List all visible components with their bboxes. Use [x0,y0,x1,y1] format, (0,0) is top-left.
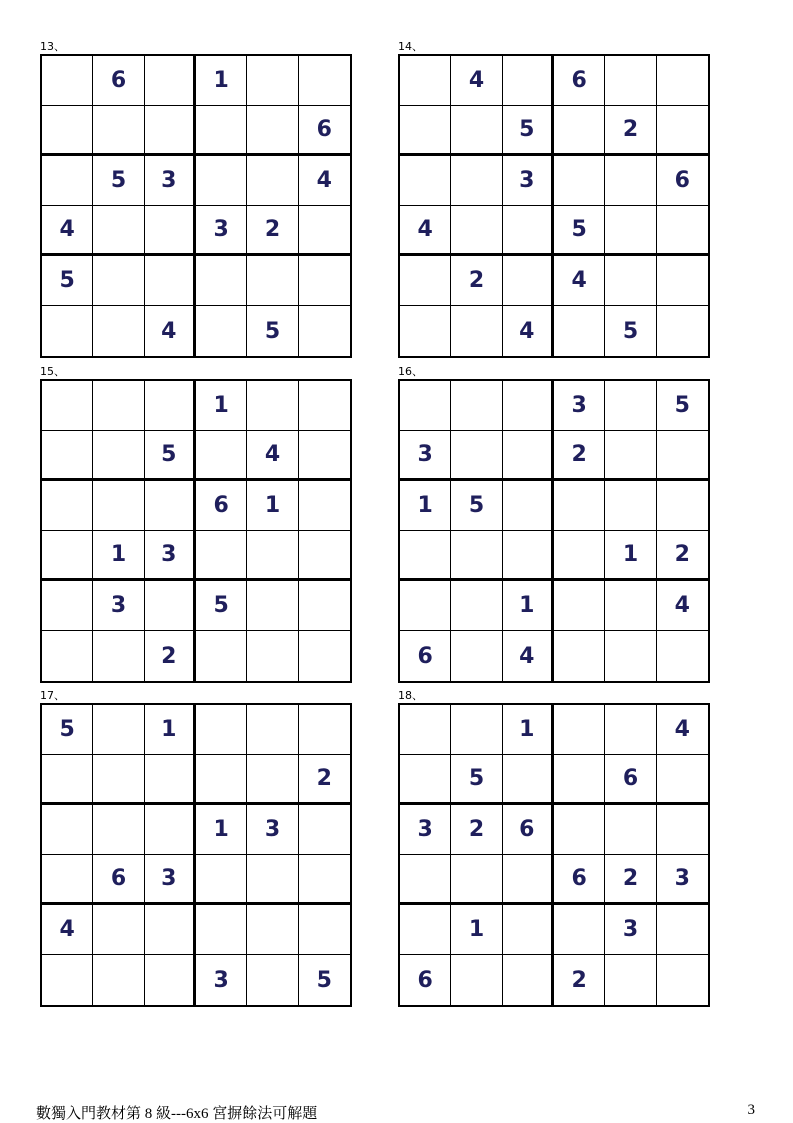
grid-cell [196,855,247,905]
grid-cell [554,481,605,531]
grid-cell [93,206,144,256]
grid-cell [605,805,656,855]
grid-cell [554,755,605,805]
grid-cell [605,256,656,306]
grid-cell: 6 [93,855,144,905]
grid-cell [605,955,656,1005]
grid-cell [93,755,144,805]
grid-cell [451,581,502,631]
grid-cell [657,955,708,1005]
grid-cell [451,106,502,156]
grid-cell [554,306,605,356]
puzzle-number: 13、 [40,40,65,53]
grid-cell [299,481,350,531]
grid-cell [42,581,93,631]
grid-cell: 2 [247,206,298,256]
grid-cell [299,631,350,681]
grid-cell [605,705,656,755]
grid-cell: 1 [503,705,554,755]
grid-cell [93,256,144,306]
grid-cell [196,306,247,356]
grid-cell [657,256,708,306]
grid-cell [400,306,451,356]
grid-cell: 5 [451,755,502,805]
grid-cell: 4 [657,705,708,755]
grid-cell [42,156,93,206]
grid-cell: 2 [554,955,605,1005]
grid-cell [605,56,656,106]
grid-cell [299,306,350,356]
footer-title: 數獨入門教材第 8 級---6x6 宮摒餘法可解題 [36,1106,318,1122]
grid-cell [299,531,350,581]
grid-cell: 1 [145,705,196,755]
grid-cell [196,531,247,581]
grid-cell [554,805,605,855]
grid-cell: 3 [145,156,196,206]
grid-cell: 4 [299,156,350,206]
grid-cell [299,56,350,106]
grid-cell: 3 [145,531,196,581]
grid-cell: 1 [196,381,247,431]
grid-cell: 5 [247,306,298,356]
grid-cell [93,805,144,855]
grid-cell [247,705,298,755]
grid-cell: 1 [503,581,554,631]
grid-cell [400,705,451,755]
grid-cell [554,581,605,631]
grid-cell: 3 [400,431,451,481]
grid-cell [400,381,451,431]
grid-cell [451,705,502,755]
grid-cell [451,431,502,481]
grid-cell [554,905,605,955]
grid-cell: 5 [451,481,502,531]
grid-cell [605,631,656,681]
grid-cell [42,755,93,805]
grid-cell [299,431,350,481]
grid-cell [503,206,554,256]
grid-cell [247,855,298,905]
grid-cell [42,56,93,106]
grid-cell [451,531,502,581]
grid-cell: 2 [605,106,656,156]
grid-cell [93,481,144,531]
grid-cell: 3 [503,156,554,206]
grid-cell: 4 [42,905,93,955]
grid-cell [299,855,350,905]
grid-cell: 4 [400,206,451,256]
grid-cell [42,381,93,431]
grid-cell [400,581,451,631]
grid-cell [93,705,144,755]
grid-cell [42,306,93,356]
grid-cell [554,106,605,156]
grid-cell: 6 [196,481,247,531]
grid-cell: 4 [554,256,605,306]
grid-cell [657,206,708,256]
grid-cell: 3 [554,381,605,431]
grid-cell: 1 [93,531,144,581]
grid-cell [657,631,708,681]
grid-cell [145,381,196,431]
grid-cell [42,431,93,481]
grid-cell: 5 [503,106,554,156]
grid-cell [400,755,451,805]
grid-cell: 1 [400,481,451,531]
grid-cell [657,755,708,805]
sudoku-grid [40,54,352,358]
grid-cell: 1 [196,56,247,106]
grid-cell [93,306,144,356]
grid-cell: 6 [400,955,451,1005]
grid-cell: 5 [657,381,708,431]
grid-cell: 6 [554,56,605,106]
grid-cell: 5 [316,967,332,993]
grid-cell [400,531,451,581]
grid-cell [145,481,196,531]
grid-cell [400,156,451,206]
grid-cell [657,431,708,481]
grid-cell [42,805,93,855]
grid-cell: 4 [503,306,554,356]
grid-cell [247,156,298,206]
grid-cell [42,955,93,1005]
grid-cell: 3 [657,855,708,905]
grid-cell [605,156,656,206]
grid-cell: 6 [657,156,708,206]
grid-cell [145,106,196,156]
grid-cell: 6 [554,855,605,905]
grid-cell: 5 [42,256,93,306]
grid-cell [247,381,298,431]
sudoku-grid [40,379,352,683]
sudoku-grid [398,54,710,358]
grid-cell: 2 [554,431,605,481]
grid-cell [42,631,93,681]
grid-cell [93,431,144,481]
grid-cell [451,631,502,681]
grid-cell: 4 [42,206,93,256]
grid-cell: 4 [247,431,298,481]
grid-cell [451,955,502,1005]
grid-cell [605,581,656,631]
grid-cell: 6 [400,631,451,681]
grid-cell: 1 [247,481,298,531]
grid-cell [196,705,247,755]
grid-cell [299,206,350,256]
grid-cell [42,106,93,156]
sudoku-grid [40,703,352,1007]
grid-cell: 3 [196,206,247,256]
grid-cell [145,581,196,631]
grid-cell: 2 [145,631,196,681]
grid-cell [145,56,196,106]
grid-cell [196,256,247,306]
grid-cell [42,855,93,905]
puzzle-number: 14、 [398,40,423,53]
grid-cell: 3 [247,805,298,855]
grid-cell [400,106,451,156]
grid-cell [503,955,554,1005]
grid-cell [657,905,708,955]
grid-cell [247,955,298,1005]
grid-cell [247,581,298,631]
grid-cell: 6 [605,755,656,805]
grid-cell [299,905,350,955]
grid-cell [451,206,502,256]
sudoku-grid [398,379,710,683]
grid-cell [554,531,605,581]
grid-cell [93,381,144,431]
grid-cell: 3 [400,805,451,855]
grid-cell: 5 [145,431,196,481]
grid-cell [93,905,144,955]
grid-cell [196,431,247,481]
grid-cell [605,381,656,431]
grid-cell [145,206,196,256]
grid-cell [93,955,144,1005]
grid-cell: 6 [503,805,554,855]
grid-cell: 1 [196,805,247,855]
grid-cell: 5 [605,306,656,356]
grid-cell [503,381,554,431]
puzzle-number: 15、 [40,365,65,378]
grid-cell [145,755,196,805]
grid-cell: 2 [451,805,502,855]
grid-cell [145,955,196,1005]
grid-cell [400,855,451,905]
grid-cell [451,156,502,206]
grid-cell [247,755,298,805]
grid-cell: 4 [657,581,708,631]
grid-cell [93,631,144,681]
grid-cell [554,705,605,755]
grid-cell [657,481,708,531]
grid-cell [605,206,656,256]
grid-cell [400,256,451,306]
grid-cell [196,156,247,206]
grid-cell [247,631,298,681]
grid-cell [605,431,656,481]
grid-cell [400,905,451,955]
grid-cell [503,481,554,531]
grid-cell: 4 [145,306,196,356]
grid-cell: 3 [196,955,247,1005]
grid-cell [503,56,554,106]
grid-cell: 2 [657,531,708,581]
puzzle-number: 18、 [398,689,423,702]
grid-cell: 2 [299,755,350,805]
grid-cell: 5 [554,206,605,256]
grid-cell [299,805,350,855]
grid-cell [247,905,298,955]
puzzle-number: 16、 [398,365,423,378]
grid-cell: 1 [451,905,502,955]
grid-cell: 2 [451,256,502,306]
grid-cell [503,755,554,805]
grid-cell [657,106,708,156]
grid-cell [657,306,708,356]
grid-cell [554,156,605,206]
grid-cell [503,905,554,955]
grid-cell: 6 [299,106,350,156]
grid-cell [145,256,196,306]
grid-cell [196,755,247,805]
grid-cell [196,106,247,156]
grid-cell: 3 [145,855,196,905]
grid-cell [93,106,144,156]
grid-cell: 5 [93,156,144,206]
grid-cell: 5 [42,705,93,755]
grid-cell [247,256,298,306]
grid-cell [605,481,656,531]
grid-cell: 6 [93,56,144,106]
grid-cell [42,531,93,581]
grid-cell [400,56,451,106]
grid-cell [503,256,554,306]
grid-cell [451,381,502,431]
grid-cell [247,106,298,156]
grid-cell [503,531,554,581]
grid-cell [299,705,350,755]
puzzle-number: 17、 [40,689,65,702]
grid-cell [503,431,554,481]
grid-cell [299,581,350,631]
grid-cell [299,381,350,431]
grid-cell: 3 [605,905,656,955]
grid-cell [657,805,708,855]
grid-cell [451,306,502,356]
grid-cell [503,855,554,905]
grid-cell: 2 [605,855,656,905]
sudoku-grid [398,703,710,1007]
grid-cell: 1 [605,531,656,581]
grid-cell [299,256,350,306]
grid-cell [657,56,708,106]
grid-cell [196,631,247,681]
grid-cell: 4 [451,56,502,106]
grid-cell [145,805,196,855]
grid-cell [451,855,502,905]
grid-cell [554,631,605,681]
grid-cell: 4 [503,631,554,681]
grid-cell [42,481,93,531]
grid-cell [196,905,247,955]
grid-cell [247,531,298,581]
grid-cell: 3 [93,581,144,631]
grid-cell [145,905,196,955]
grid-cell [247,56,298,106]
page-number: 3 [747,1102,755,1118]
grid-cell: 5 [196,581,247,631]
